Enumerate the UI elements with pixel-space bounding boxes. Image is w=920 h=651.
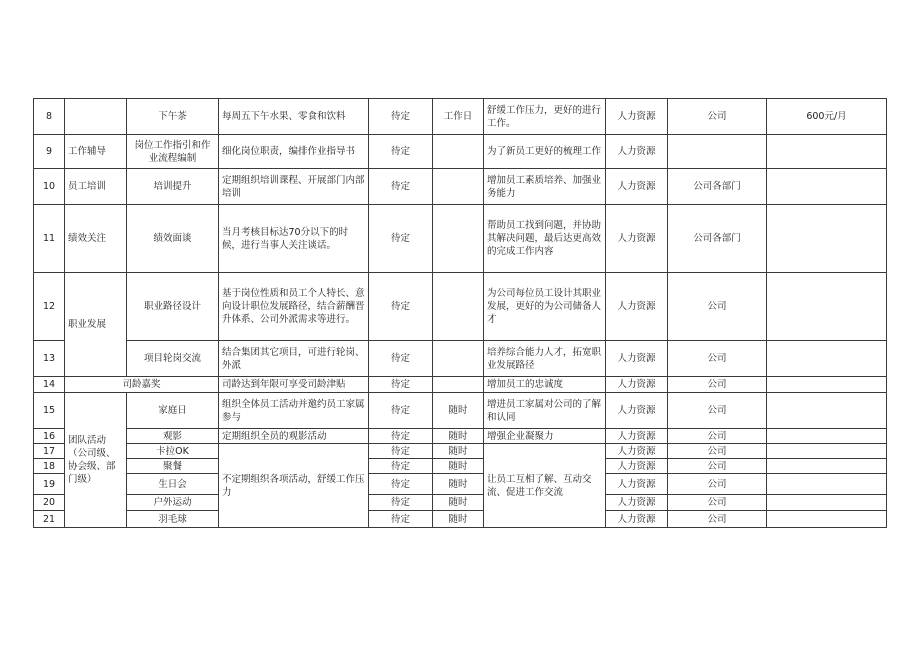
category-cell: 司龄嘉奖 [65,377,219,393]
owner-cell: 人力资源 [606,205,668,273]
owner-cell: 人力资源 [606,495,668,511]
item-cell: 岗位工作指引和作业流程编制 [127,135,219,169]
scope-cell: 公司 [668,444,767,459]
budget-cell [767,459,887,474]
purpose-cell: 增进员工家属对公司的了解和认同 [484,393,606,429]
scope-cell: 公司 [668,273,767,341]
budget-cell [767,393,887,429]
content-cell: 当月考核目标达70分以下的时候，进行当事人关注谈话。 [219,205,369,273]
time-cell [433,341,484,377]
scope-cell: 公司各部门 [668,205,767,273]
owner-cell: 人力资源 [606,135,668,169]
content-cell: 定期组织全员的观影活动 [219,429,369,444]
scope-cell: 公司 [668,511,767,528]
status-cell: 待定 [369,99,433,135]
row-number: 17 [34,444,65,459]
owner-cell: 人力资源 [606,474,668,495]
content-cell: 定期组织培训课程、开展部门内部培训 [219,169,369,205]
status-cell: 待定 [369,474,433,495]
category-cell: 员工培训 [65,169,127,205]
budget-cell: 600元/月 [767,99,887,135]
purpose-cell: 培养综合能力人才，拓宽职业发展路径 [484,341,606,377]
scope-cell: 公司 [668,495,767,511]
budget-cell [767,377,887,393]
time-cell [433,377,484,393]
time-cell: 随时 [433,474,484,495]
scope-cell: 公司 [668,474,767,495]
owner-cell: 人力资源 [606,341,668,377]
status-cell: 待定 [369,459,433,474]
status-cell: 待定 [369,444,433,459]
owner-cell: 人力资源 [606,169,668,205]
status-cell: 待定 [369,205,433,273]
budget-cell [767,429,887,444]
item-cell: 观影 [127,429,219,444]
table-row [34,99,887,135]
item-cell: 羽毛球 [127,511,219,528]
table-row [34,474,887,495]
item-cell: 生日会 [127,474,219,495]
status-cell: 待定 [369,273,433,341]
table-row [34,205,887,273]
table-row [34,377,887,393]
time-cell: 随时 [433,444,484,459]
budget-cell [767,495,887,511]
time-cell [433,273,484,341]
scope-cell: 公司 [668,99,767,135]
owner-cell: 人力资源 [606,429,668,444]
content-cell: 组织全体员工活动并邀约员工家属参与 [219,393,369,429]
content-cell: 结合集团其它项目，可进行轮岗、外派 [219,341,369,377]
purpose-cell: 舒缓工作压力，更好的进行工作。 [484,99,606,135]
time-cell: 工作日 [433,99,484,135]
status-cell: 待定 [369,393,433,429]
item-cell: 绩效面谈 [127,205,219,273]
row-number: 9 [34,135,65,169]
table-row [34,429,887,444]
budget-cell [767,135,887,169]
content-cell: 细化岗位职责，编排作业指导书 [219,135,369,169]
row-number: 12 [34,273,65,341]
owner-cell: 人力资源 [606,377,668,393]
purpose-cell: 为公司每位员工设计其职业发展，更好的为公司储备人才 [484,273,606,341]
category-cell: 工作辅导 [65,135,127,169]
budget-cell [767,474,887,495]
scope-cell: 公司 [668,459,767,474]
owner-cell: 人力资源 [606,459,668,474]
budget-cell [767,444,887,459]
content-cell: 司龄达到年限可享受司龄津贴 [219,377,369,393]
category-cell: 职业发展 [65,273,127,377]
owner-cell: 人力资源 [606,511,668,528]
row-number: 16 [34,429,65,444]
row-number: 18 [34,459,65,474]
status-cell: 待定 [369,377,433,393]
status-cell: 待定 [369,169,433,205]
item-cell: 培训提升 [127,169,219,205]
owner-cell: 人力资源 [606,444,668,459]
purpose-cell: 帮助员工找到问题，并协助其解决问题，最后达更高效的完成工作内容 [484,205,606,273]
scope-cell: 公司各部门 [668,169,767,205]
table-row [34,273,887,341]
time-cell: 随时 [433,511,484,528]
content-cell: 不定期组织各项活动，舒缓工作压力 [219,444,369,528]
row-number: 20 [34,495,65,511]
time-cell: 随时 [433,393,484,429]
time-cell [433,169,484,205]
table-row [34,341,887,377]
row-number: 15 [34,393,65,429]
category-cell: 团队活动（公司级、协会级、部门级） [65,393,127,528]
table-row [34,393,887,429]
row-number: 19 [34,474,65,495]
purpose-cell: 增加员工素质培养、加强业务能力 [484,169,606,205]
item-cell: 户外运动 [127,495,219,511]
category-cell [65,99,127,135]
status-cell: 待定 [369,495,433,511]
time-cell: 随时 [433,459,484,474]
table-row [34,444,887,459]
budget-cell [767,205,887,273]
item-cell: 职业路径设计 [127,273,219,341]
scope-cell: 公司 [668,341,767,377]
row-number: 13 [34,341,65,377]
budget-cell [767,511,887,528]
time-cell: 随时 [433,495,484,511]
table-row [34,495,887,511]
item-cell: 项目轮岗交流 [127,341,219,377]
table-row [34,459,887,474]
item-cell: 下午茶 [127,99,219,135]
content-cell: 每周五下午水果、零食和饮料 [219,99,369,135]
item-cell: 聚餐 [127,459,219,474]
budget-cell [767,169,887,205]
row-number: 14 [34,377,65,393]
table-row [34,135,887,169]
table-row [34,511,887,528]
owner-cell: 人力资源 [606,99,668,135]
item-cell: 卡拉OK [127,444,219,459]
row-number: 11 [34,205,65,273]
status-cell: 待定 [369,341,433,377]
budget-cell [767,273,887,341]
scope-cell: 公司 [668,393,767,429]
time-cell: 随时 [433,429,484,444]
owner-cell: 人力资源 [606,393,668,429]
time-cell [433,205,484,273]
status-cell: 待定 [369,511,433,528]
scope-cell [668,135,767,169]
status-cell: 待定 [369,135,433,169]
category-cell: 绩效关注 [65,205,127,273]
scope-cell: 公司 [668,377,767,393]
status-cell: 待定 [369,429,433,444]
content-cell: 基于岗位性质和员工个人特长、意向设计职位发展路径，结合薪酬晋升体系、公司外派需求等进行。 [219,273,369,341]
item-cell: 家庭日 [127,393,219,429]
row-number: 21 [34,511,65,528]
purpose-cell: 为了新员工更好的梳理工作 [484,135,606,169]
owner-cell: 人力资源 [606,273,668,341]
time-cell [433,135,484,169]
row-number: 8 [34,99,65,135]
purpose-cell: 增加员工的忠诚度 [484,377,606,393]
scope-cell: 公司 [668,429,767,444]
benefits-table [33,98,887,528]
table-row [34,169,887,205]
purpose-cell: 让员工互相了解、互动交流、促进工作交流 [484,444,606,528]
purpose-cell: 增强企业凝聚力 [484,429,606,444]
row-number: 10 [34,169,65,205]
budget-cell [767,341,887,377]
